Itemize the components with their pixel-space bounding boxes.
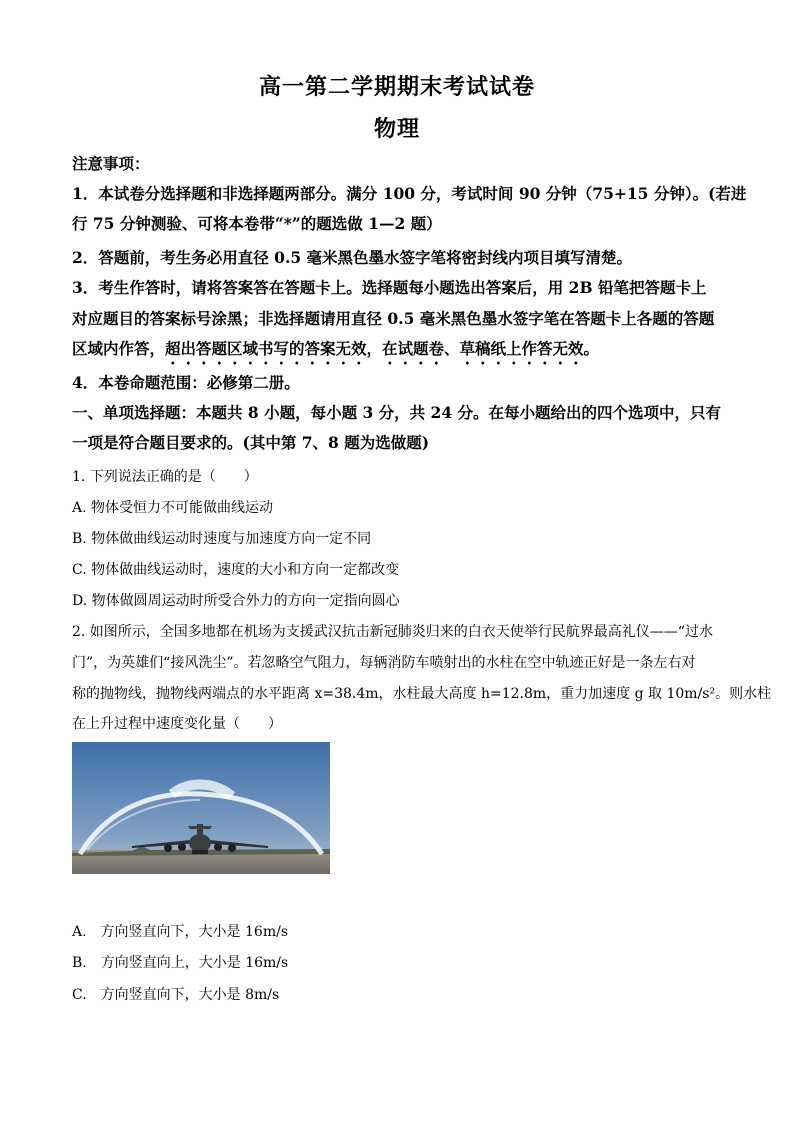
note-1-line-2: 行 75 分钟测验、可将本卷带“*”的题选做 1—2 题）	[72, 214, 442, 233]
note-3-line-2: 对应题目的答案标号涂黑；非选择题请用直径 0.5 毫米黑色墨水签字笔在答题卡上各题的答题	[72, 309, 715, 328]
note-3-emphasis-text: 超出答题区域书写的答案无效，在试题卷、草稿纸上作答无效。	[165, 339, 600, 358]
q1-option-a: A. 物体受恒力不可能做曲线运动	[72, 500, 274, 516]
q1-option-b: B. 物体做曲线运动时速度与加速度方向一定不同	[72, 531, 372, 547]
note-3-line-3-start: 区域内作答，	[72, 339, 166, 358]
q1-option-c: C. 物体做曲线运动时，速度的大小和方向一定都改变	[72, 562, 400, 578]
q2-option-c: C. 方向竖直向下，大小是 8m/s	[72, 987, 280, 1003]
note-1-line-1: 1．本试卷分选择题和非选择题两部分。满分 100 分，考试时间 90 分钟（75+15 分钟）。(若进	[72, 184, 747, 203]
section-1-line-1: 一、单项选择题：本题共 8 小题，每小题 3 分，共 24 分。在每小题给出的四个选项中，只有	[72, 403, 722, 422]
q2-stem-line-1: 2. 如图所示，全国多地都在机场为支援武汉抗击新冠肺炎归来的白衣天使举行民航界最高礼仪——“过水	[72, 624, 713, 640]
q2-stem-line-3: 称的抛物线，抛物线两端点的水平距离 x=38.4m，水柱最大高度 h=12.8m，重力加速度 g 取 10m/s²。则水柱	[72, 686, 772, 702]
note-2: 2．答题前，考生务必用直径 0.5 毫米黑色墨水签字笔将密封线内项目填写清楚。	[72, 248, 633, 267]
q1-option-d: D. 物体做圆周运动时所受合外力的方向一定指向圆心	[72, 593, 400, 609]
water-salute-photo	[72, 742, 330, 874]
subject-title: 物理	[373, 116, 420, 142]
section-1-line-2: 一项是符合题目要求的。(其中第 7、8 题为选做题)	[72, 433, 430, 452]
note-3-line-3	[72, 337, 722, 368]
notes-heading: 注意事项：	[72, 154, 150, 173]
exam-title: 高一第二学期期末考试试卷	[258, 74, 535, 100]
q2-option-a: A. 方向竖直向下，大小是 16m/s	[72, 924, 289, 940]
q1-stem: 1. 下列说法正确的是（ ）	[72, 469, 258, 485]
water-salute-illustration	[72, 742, 330, 874]
note-3-line-1: 3．考生作答时，请将答案答在答题卡上。选择题每小题选出答案后，用 2B 铅笔把答题卡上	[72, 278, 707, 297]
q2-stem-line-2: 门”，为英雄们“接风洗尘”。若忽略空气阻力，每辆消防车喷射出的水柱在空中轨迹正好是一条左右对	[72, 655, 696, 671]
q2-option-b: B. 方向竖直向上，大小是 16m/s	[72, 955, 289, 971]
note-4: 4．本卷命题范围：必修第二册。	[72, 373, 300, 392]
q2-stem-line-4: 在上升过程中速度变化量（ ）	[72, 716, 282, 732]
